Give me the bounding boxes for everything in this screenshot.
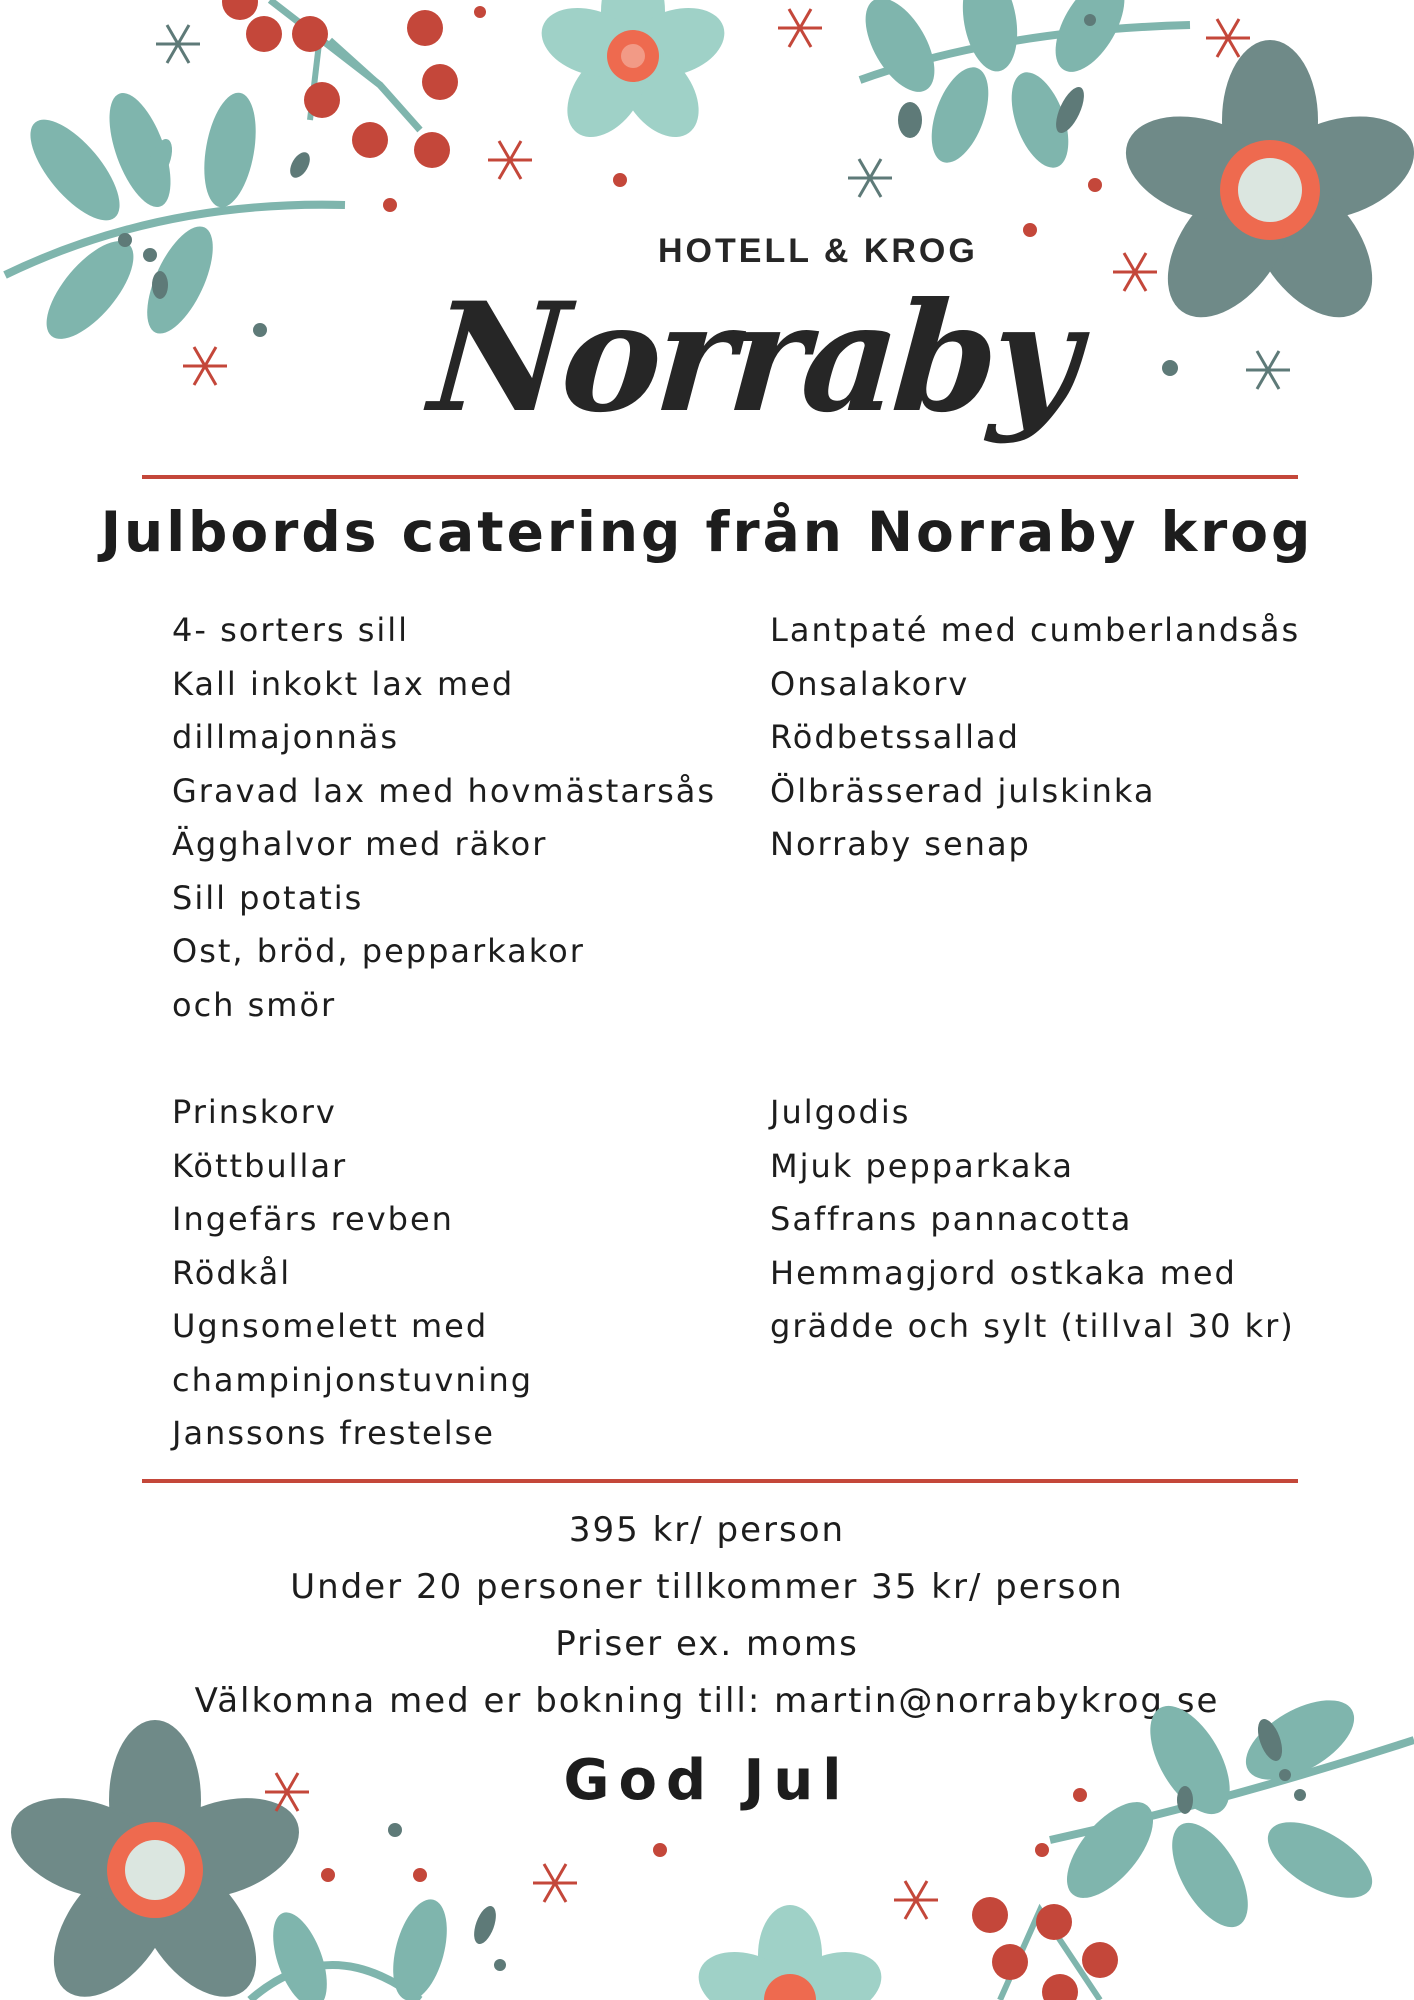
top-left-leaf-branch: [5, 85, 345, 352]
menu-item: Mjuk pepparkaka: [770, 1146, 1075, 1185]
top-berry-branch: [222, 0, 458, 168]
bottom-floral-decoration: [0, 1700, 1414, 2000]
top-right-slate-flower: [1113, 40, 1414, 340]
menu-item: Onsalakorv: [770, 664, 970, 703]
menu-list-warm-dishes: [172, 1086, 533, 1461]
menu-item: Rödbetssallad: [770, 718, 1020, 756]
small-group-surcharge: Under 20 personer tillkommer 35 kr/ person: [290, 1567, 1124, 1607]
menu-list-cold-dishes: [172, 604, 716, 1032]
menu-item: Janssons frestelse: [172, 1414, 495, 1452]
pricing-info: [0, 1502, 1414, 1730]
closing-greeting: God Jul: [563, 1748, 851, 1813]
menu-item: Ugnsomelett med: [172, 1307, 489, 1345]
bottom-divider: [142, 1479, 1298, 1483]
menu-item: Rödkål: [172, 1253, 292, 1292]
menu-item: Sill potatis: [172, 878, 364, 917]
bottom-red-dots: [321, 1788, 1087, 1882]
menu-item: Hemmagjord ostkaka med: [770, 1253, 1237, 1292]
menu-item: dillmajonnäs: [172, 718, 400, 756]
top-mint-flower: [533, 0, 733, 152]
menu-list-desserts: [770, 1086, 1295, 1354]
bottom-right-leaf-branch: [1050, 1684, 1414, 1939]
booking-contact: Välkomna med er bokning till: martin@norrabykrog.se: [194, 1681, 1220, 1721]
menu-item: Ölbrässerad julskinka: [770, 771, 1156, 810]
top-divider: [142, 475, 1298, 479]
menu-item: Gravad lax med hovmästarsås: [172, 771, 717, 810]
bottom-left-slate-flower: [0, 1720, 312, 2000]
menu-item: grädde och sylt (tillval 30 kr): [770, 1307, 1295, 1345]
bottom-snowflakes: [265, 1773, 938, 1919]
logo-wordmark-text: Norraby: [424, 270, 1080, 446]
menu-item: Lantpaté med cumberlandsås: [770, 611, 1301, 649]
bottom-mint-flower: [690, 1905, 890, 2000]
menu-item: och smör: [172, 985, 337, 1024]
brand-logo: [424, 230, 1080, 460]
menu-item: Köttbullar: [172, 1146, 348, 1185]
menu-item: Julgodis: [770, 1093, 911, 1131]
menu-item: champinjonstuvning: [172, 1360, 534, 1399]
menu-item: Saffrans pannacotta: [770, 1200, 1133, 1238]
page-title: Julbords catering från Norraby krog: [100, 500, 1314, 564]
vat-note: Priser ex. moms: [555, 1624, 859, 1664]
menu-item: 4- sorters sill: [172, 611, 410, 649]
menu-item: Norraby senap: [770, 825, 1031, 863]
menu-item: Kall inkokt lax med: [172, 664, 515, 703]
price-per-person: 395 kr/ person: [568, 1510, 846, 1550]
logo-subtitle: HOTELL & KROG: [658, 232, 978, 270]
bottom-berry-branch: [972, 1897, 1118, 2000]
menu-item: Prinskorv: [172, 1093, 337, 1131]
menu-item: Ost, bröd, pepparkakor: [172, 932, 585, 970]
menu-item: Ingefärs revben: [172, 1200, 454, 1238]
menu-list-cold-meats: [770, 604, 1300, 872]
menu-item: Ägghalvor med räkor: [172, 825, 548, 863]
